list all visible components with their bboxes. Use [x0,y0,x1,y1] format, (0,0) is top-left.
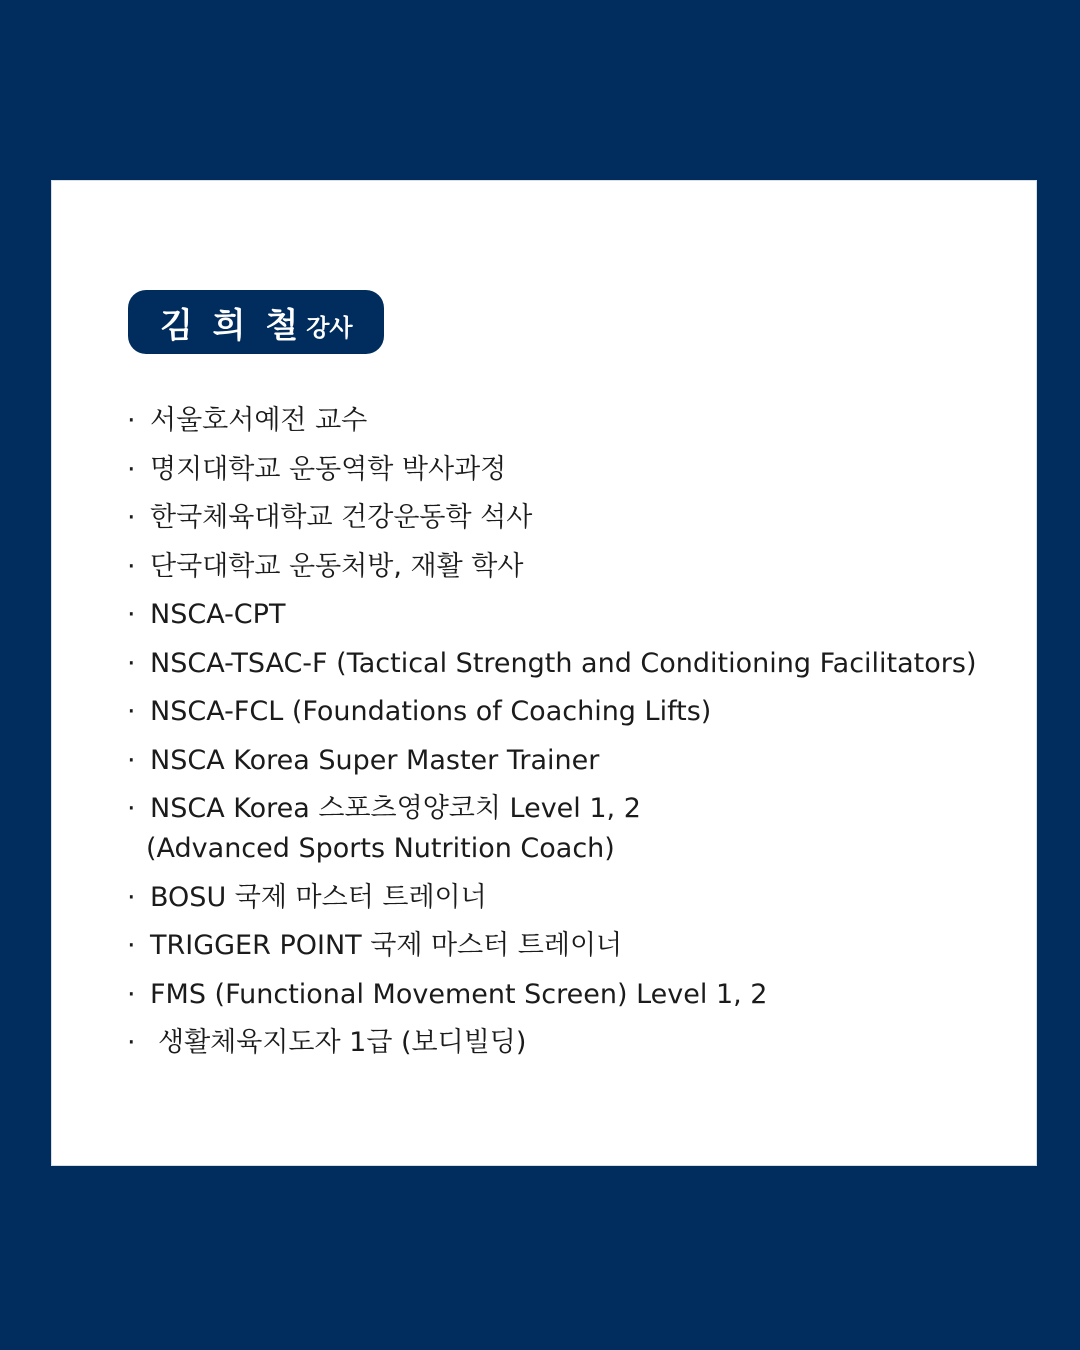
credential-text: NSCA-FCL (Foundations of Coaching Lifts) [150,696,712,727]
credential-text: 서울호서예전 교수 [150,405,368,436]
credential-text: 생활체육지도자 1급 (보디빌딩) [158,1027,527,1058]
credential-item [122,450,977,490]
credential-text: NSCA Korea Super Master Trainer [150,744,600,776]
profile-card [51,180,1037,1166]
bullet-dot: · [127,978,136,1010]
credential-item [122,547,977,587]
bullet-dot: · [127,502,136,533]
bullet-dot: · [127,647,136,679]
credential-text: FMS (Functional Movement Screen) Level 1, 2 [150,978,768,1010]
credential-text: BOSU 국제 마스터 트레이너 [150,881,487,913]
credential-item [122,595,977,635]
credential-list [122,401,977,1072]
credential-text: NSCA Korea 스포츠영양코치 Level 1, 2 [150,793,641,824]
credential-text: 한국체육대학교 건강운동학 석사 [150,502,533,533]
credential-text: NSCA-TSAC-F (Tactical Strength and Conditioning Facilitators) [150,647,977,679]
instructor-title: 강사 [306,313,353,342]
credential-text: TRIGGER POINT 국제 마스터 트레이너 [150,930,623,961]
bullet-dot: · [127,744,136,776]
bullet-dot: · [127,1027,136,1058]
credential-item [122,401,977,441]
bullet-dot: · [127,696,136,727]
credential-item [122,692,977,732]
credential-text-group [146,789,641,869]
bullet-dot: · [127,453,136,485]
bullet-dot: · [127,550,136,582]
credential-item [122,498,977,538]
credential-item [122,878,977,918]
credential-item [122,789,977,869]
bullet-dot: · [127,599,136,630]
bullet-dot: · [127,405,136,436]
bullet-dot: · [127,881,136,913]
name-badge [128,290,384,354]
credential-text: 명지대학교 운동역학 박사과정 [150,453,507,485]
credential-text: NSCA-CPT [150,599,286,630]
credential-item [122,926,977,966]
instructor-name: 김 희 철 [160,305,303,346]
credential-item [122,975,977,1015]
credential-subtext: (Advanced Sports Nutrition Coach) [146,833,615,864]
bullet-dot: · [127,793,136,824]
bullet-dot: · [127,930,136,961]
credential-item [122,741,977,781]
credential-item [122,644,977,684]
credential-text: 단국대학교 운동처방, 재활 학사 [150,550,524,582]
credential-item [122,1023,977,1063]
